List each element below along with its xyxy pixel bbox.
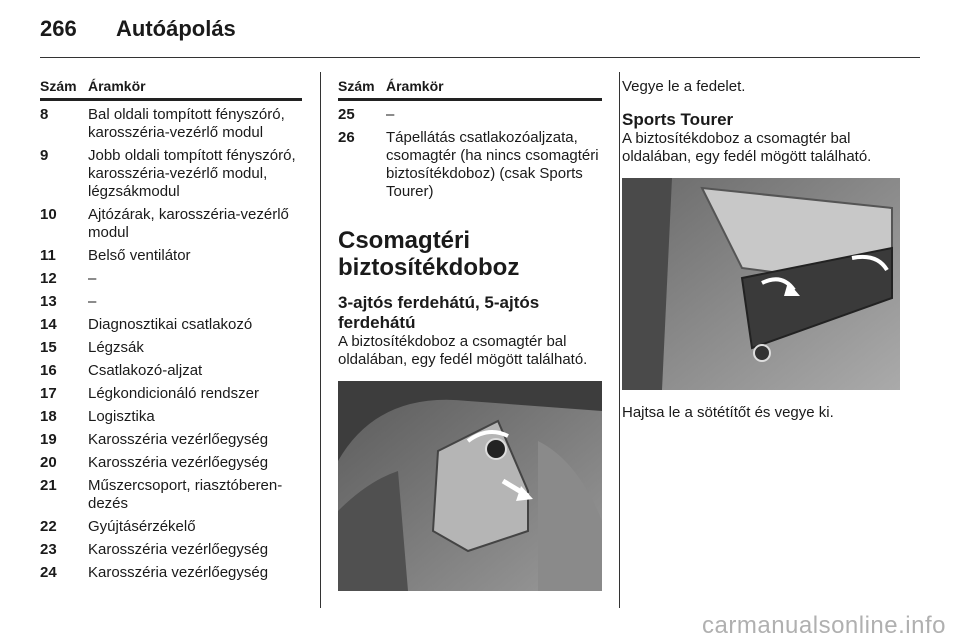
table-row bbox=[40, 316, 302, 334]
col-circuit-header: Áramkör bbox=[88, 78, 146, 94]
subsection-title-sports-tourer: Sports Tourer bbox=[622, 110, 734, 129]
subsection-text-hatchback: A biztosítékdoboz a csomagtér bal oldalában, egy fedél mögött található. bbox=[338, 333, 588, 368]
fuse-number: 11 bbox=[40, 247, 56, 264]
circuit-description: Ajtózárak, karosszéria-vezérlő modul bbox=[88, 206, 289, 241]
fuse-table-left bbox=[40, 78, 302, 582]
subsection-title-hatchback: 3-ajtós ferdehátú, 5-ajtós ferdehátú bbox=[338, 293, 540, 332]
circuit-description: Légkondicionáló rendszer bbox=[88, 385, 259, 402]
fuse-number: 8 bbox=[40, 106, 49, 123]
fuse-number: 9 bbox=[40, 147, 49, 164]
circuit-description: Karosszéria vezérlőegység bbox=[88, 454, 269, 471]
table-row bbox=[40, 518, 302, 536]
circuit-description: – bbox=[386, 106, 395, 123]
circuit-description: Karosszéria vezérlőegység bbox=[88, 564, 269, 581]
fuse-number: 14 bbox=[40, 316, 57, 333]
table-row bbox=[40, 385, 302, 403]
table-row bbox=[40, 339, 302, 357]
fuse-number: 20 bbox=[40, 454, 57, 471]
circuit-description: Tápellátás csatlakozóaljzata, csomagtér (ha nincs csomagtéri biztosítékdoboz) (csak Sports Tourer) bbox=[386, 129, 599, 200]
column-divider-1 bbox=[320, 72, 321, 608]
circuit-description: Diagnosztikai csatlakozó bbox=[88, 316, 253, 333]
circuit-description: Jobb oldali tompított fényszóró, karosszéria-vezérlő modul, légzsákmodul bbox=[88, 147, 296, 200]
right-column bbox=[622, 78, 912, 422]
table-row bbox=[40, 477, 302, 513]
col-num-header: Szám bbox=[338, 78, 375, 94]
fuse-number: 15 bbox=[40, 339, 57, 356]
fuse-number: 13 bbox=[40, 293, 57, 310]
circuit-description: Légzsák bbox=[88, 339, 144, 356]
table-row bbox=[40, 408, 302, 426]
remove-cover-text: Vegye le a fedelet. bbox=[622, 78, 746, 95]
circuit-description: Karosszéria vezérlőegység bbox=[88, 541, 269, 558]
fuse-number: 23 bbox=[40, 541, 57, 558]
table-row bbox=[40, 454, 302, 472]
col-circuit-header: Áramkör bbox=[386, 78, 444, 94]
circuit-description: – bbox=[88, 270, 97, 287]
table-row bbox=[40, 564, 302, 582]
table-row bbox=[338, 106, 602, 124]
circuit-description: Belső ventilátor bbox=[88, 247, 191, 264]
fuse-number: 16 bbox=[40, 362, 57, 379]
fuse-number: 12 bbox=[40, 270, 57, 287]
table-row bbox=[338, 129, 602, 201]
table-row bbox=[40, 293, 302, 311]
table-row bbox=[40, 206, 302, 242]
table-header bbox=[338, 78, 602, 101]
section-title: Csomagtéri biztosítékdoboz bbox=[338, 227, 520, 281]
hatchback-fusebox-photo bbox=[338, 381, 602, 591]
page-number: 266 bbox=[40, 16, 77, 41]
fuse-table-right bbox=[338, 78, 602, 591]
table-row bbox=[40, 541, 302, 559]
circuit-description: Gyújtásérzékelő bbox=[88, 518, 196, 535]
fuse-number: 18 bbox=[40, 408, 57, 425]
table-row bbox=[40, 147, 302, 201]
header-divider bbox=[40, 57, 920, 58]
watermark: carmanualsonline.info bbox=[702, 612, 946, 639]
circuit-description: Műszercsoport, riasztóberendezés bbox=[88, 477, 283, 512]
table-body bbox=[40, 106, 302, 582]
table-body bbox=[338, 106, 602, 201]
column-divider-2 bbox=[619, 72, 620, 608]
remove-shade-text: Hajtsa le a sötétítőt és vegye ki. bbox=[622, 404, 834, 421]
circuit-description: – bbox=[88, 293, 97, 310]
fuse-number: 10 bbox=[40, 206, 57, 223]
fuse-number: 17 bbox=[40, 385, 57, 402]
circuit-description: Logisztika bbox=[88, 408, 155, 425]
col-num-header: Szám bbox=[40, 78, 77, 94]
page-header bbox=[40, 14, 920, 50]
table-header bbox=[40, 78, 302, 101]
chapter-title: Autóápolás bbox=[116, 16, 236, 41]
table-row bbox=[40, 362, 302, 380]
fuse-number: 26 bbox=[338, 129, 355, 146]
table-row bbox=[40, 270, 302, 288]
circuit-description: Karosszéria vezérlőegység bbox=[88, 431, 269, 448]
fuse-number: 21 bbox=[40, 477, 57, 494]
fuse-number: 24 bbox=[40, 564, 57, 581]
circuit-description: Bal oldali tompított fényszóró, karosszéria-vezérlő modul bbox=[88, 106, 285, 141]
table-row bbox=[40, 106, 302, 142]
table-row bbox=[40, 247, 302, 265]
subsection-text-sports-tourer: A biztosítékdoboz a csomagtér bal oldalában, egy fedél mögött található. bbox=[622, 130, 872, 165]
fuse-number: 22 bbox=[40, 518, 57, 535]
fuse-number: 19 bbox=[40, 431, 57, 448]
table-row bbox=[40, 431, 302, 449]
circuit-description: Csatlakozó-aljzat bbox=[88, 362, 203, 379]
fuse-number: 25 bbox=[338, 106, 355, 123]
sports-tourer-fusebox-photo bbox=[622, 178, 900, 390]
